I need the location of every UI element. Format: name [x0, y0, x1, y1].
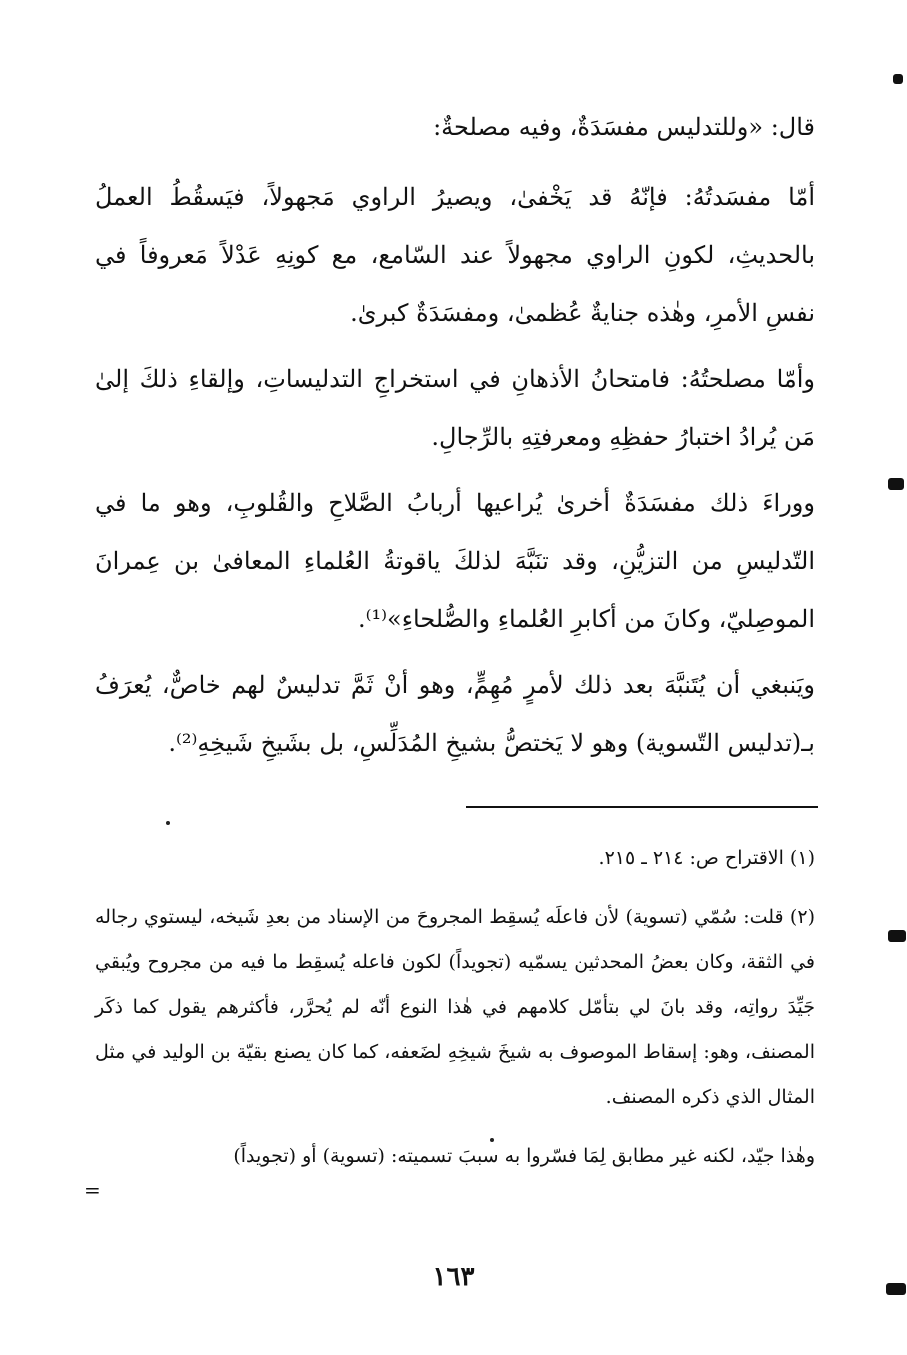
footnote-2-continued: وهٰذا جيّد، لكنه غير مطابق لِمَا فسّروا به سببَ تسميته: (تسوية) أو (تجويداً) [233, 1145, 815, 1167]
margin-mark [888, 930, 906, 942]
paragraph-further-harm: ووراءَ ذلك مفسَدَةٌ أخرىٰ يُراعيها أربابُ الصَّلاحِ والقُلوبِ، وهو ما في التّدليسِ من التزيُّنِ، وقد تنَبَّهَ لذلكَ ياقوتةُ العُلماءِ المعافىٰ بن عِمرانَ الموصِليّ، وكانَ من أكابرِ العُلماءِ والصُّلحاءِ»⁽¹⁾. [95, 489, 815, 633]
margin-mark [888, 478, 904, 490]
footnote-1: (١) الاقتراح ص: ٢١٤ ـ ٢١٥. [598, 847, 815, 869]
speck [166, 821, 170, 825]
margin-mark [886, 1283, 906, 1295]
footnotes [95, 836, 815, 1179]
paragraph-intro: قال: «وللتدليس مفسَدَةٌ، وفيه مصلحةٌ: [433, 113, 815, 141]
page-number: ١٦٣ [432, 1262, 475, 1292]
speck [490, 1138, 494, 1142]
footnote-2: (٢) قلت: سُمّي (تسوية) لأن فاعلَه يُسقِط المجروحَ من الإسناد من بعدِ شَيخه، ليستوي رجاله في الثقة، وكان بعضُ المحدثين يسمّيه (تجويداً) لكون فاعله يُسقِط ما فيه من مجروح ويُبقي جَيِّدَ رواتِه، وقد بانَ لي بتأمّل كلامهم في هٰذا النوع أنّه لم يُحرَّر، فأكثرهم يقول كما ذكَر المصنف، وهو: إسقاط الموصوف به شيخَ شيخِهِ لضَعفه، كما كان يصنع بقيّة بن الوليد في مثل المثال الذي ذكره المصنف. [95, 906, 815, 1108]
paragraph-harm: أمّا مفسَدتُهُ: فإنّهُ قد يَخْفىٰ، ويصيرُ الراوي مَجهولاً، فيَسقُطُ العملُ بالحديثِ، لكونِ الراوي مجهولاً عند السّامع، مع كونِهِ عَدْلاً مَعروفاً في نفسِ الأمرِ، وهٰذه جنايةٌ عُظمىٰ، ومفسَدَةٌ كبرىٰ. [95, 183, 815, 327]
paragraph-benefit: وأمّا مصلحتُهُ: فامتحانُ الأذهانِ في استخراجِ التدليساتِ، وإلقاءِ ذلكَ إلىٰ مَن يُرادُ اختبارُ حفظِهِ ومعرفتِهِ بالرِّجالِ. [95, 365, 815, 451]
footnote-separator [466, 806, 818, 808]
margin-mark [893, 74, 903, 84]
main-text [95, 98, 815, 780]
paragraph-tasweya: ويَنبغي أن يُتَنبَّهَ بعد ذلك لأمرٍ مُهِمٍّ، وهو أنْ ثَمَّ تدليسٌ لهم خاصٌّ، يُعرَفُ بـ(تدليس التّسوية) وهو لا يَختصُّ بشيخِ المُدَلِّسِ، بل بشَيخِ شَيخِهِ⁽²⁾. [95, 671, 815, 757]
continuation-mark: = [84, 1178, 101, 1202]
